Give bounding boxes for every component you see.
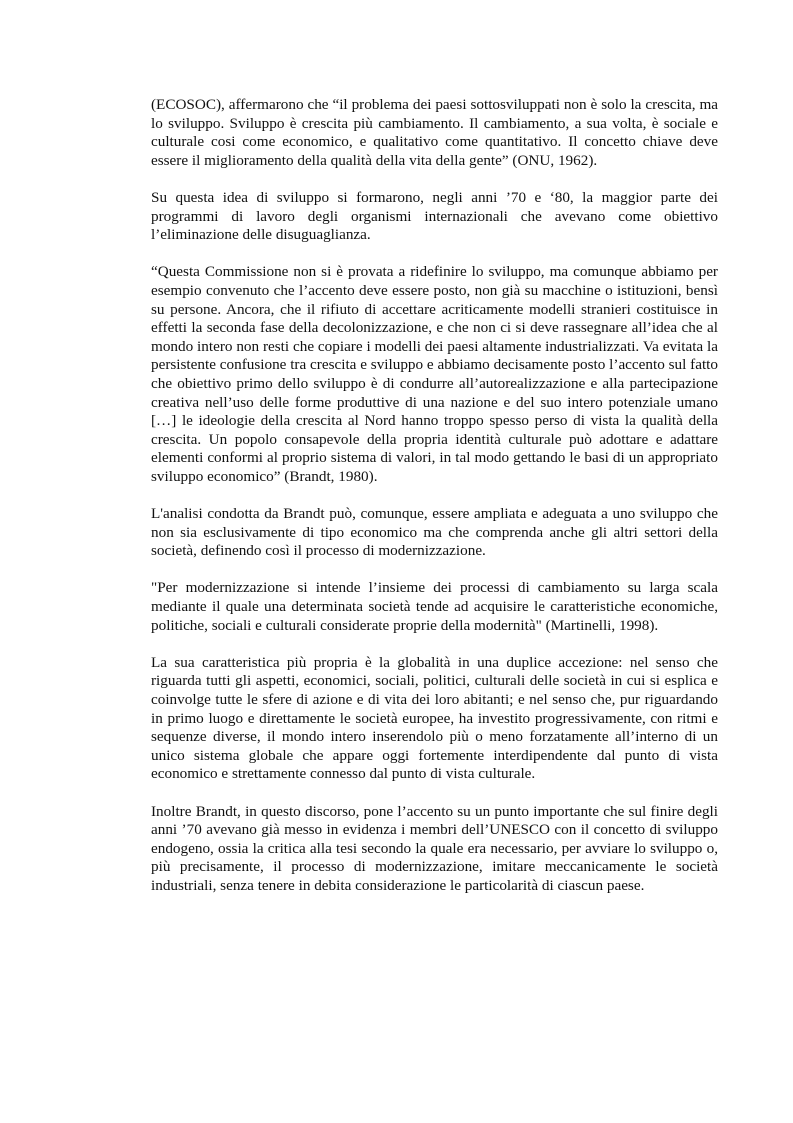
paragraph-modernization-definition: "Per modernizzazione si intende l’insieme dei processi di cambiamento su larga scala mediante il quale una determinata società tende ad acquisire le caratteristiche economiche, politiche, sociali e culturali considerate proprie della modernità" (Martinelli, 1998). (151, 579, 718, 634)
paragraph-ecosoc-quote: (ECOSOC), affermarono che “il problema dei paesi sottosviluppati non è solo la crescita, ma lo sviluppo. Sviluppo è crescita più cambiamento. Il cambiamento, a sua volta, è sociale e culturale cosi come economico, e qualitativo come quantitativo. Il concetto chiave deve essere il miglioramento della qualità della vita della gente” (ONU, 1962). (151, 96, 718, 169)
paragraph-commission-quote: “Questa Commissione non si è provata a ridefinire lo sviluppo, ma comunque abbiamo per esempio convenuto che l’accento deve essere posto, non già su macchine o istituzioni, bensì su persone. Ancora, che il rifiuto di accettare acriticamente modelli stranieri costituisce in effetti la seconda fase della decolonizzazione, e che non ci si deve rassegnare all’idea che al mondo intero non resti che copiare i modelli dei paesi altamente industrializzati. Va evitata la persistente confusione tra crescita e sviluppo e abbiamo decisamente posto l’accento sul fatto che obiettivo primo dello sviluppo è di condurre all’autorealizzazione e alla partecipazione creativa nell’uso delle forme produttive di una nazione e del suo intero potenziale umano […] le ideologie della crescita al Nord hanno troppo spesso perso di vista la qualità della crescita. Un popolo consapevole della propria identità culturale può adottare e adattare elementi conformi al proprio sistema di valori, in tal modo gettando le basi di un appropriato sviluppo economico” (Brandt, 1980). (151, 263, 718, 485)
paragraph-endogenous-development: Inoltre Brandt, in questo discorso, pone l’accento su un punto importante che sul finire degli anni ’70 avevano già messo in evidenza i membri dell’UNESCO con il concetto di sviluppo endogeno, ossia la critica alla tesi secondo la quale era necessario, per avviare lo sviluppo o, più precisamente, il processo di modernizzazione, imitare meccanicamente le società industriali, senza tenere in debita considerazione le particolarità di ciascun paese. (151, 802, 718, 894)
document-page (151, 96, 718, 914)
paragraph-development-programs: Su questa idea di sviluppo si formarono, negli anni ’70 e ‘80, la maggior parte dei programmi di lavoro degli organismi internazionali che avevano come obiettivo l’eliminazione delle disuguaglianza. (151, 188, 718, 244)
paragraph-globality: La sua caratteristica più propria è la globalità in una duplice accezione: nel senso che riguarda tutti gli aspetti, economici, sociali, politici, culturali delle società in cui si esplica e coinvolge tutte le sfere di azione e di vita dei loro abitanti; e nel senso che, pur riguardando in primo luogo e direttamente le società europee, ha investito progressivamente, con ritmi e sequenze diverse, il mondo intero inserendolo più o meno forzatamente all’interno di un unico sistema globale che appare oggi fortemente interdipendente dal punto di vista economico e strettamente connesso dal punto di vista culturale. (151, 653, 718, 783)
paragraph-brandt-analysis: L'analisi condotta da Brandt può, comunque, essere ampliata e adeguata a uno sviluppo che non sia esclusivamente di tipo economico ma che comprenda anche gli altri settori della società, definendo così il processo di modernizzazione. (151, 505, 718, 560)
